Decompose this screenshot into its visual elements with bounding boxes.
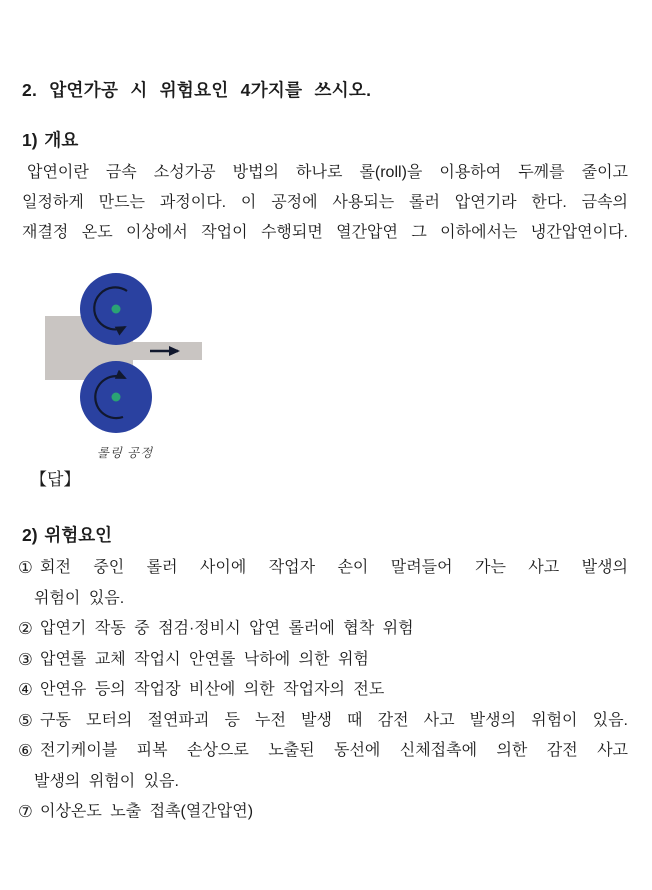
paragraph-line: 압연이란 금속 소성가공 방법의 하나로 롤(roll)을 이용하여 두께를 줄이고 (27, 164, 628, 181)
hazard-text-1 (34, 553, 628, 614)
hazard-text-7 (40, 797, 628, 828)
hazard-item-1 (18, 553, 628, 614)
paragraph-line: 재결정 온도 이상에서 작업이 수행되면 열간압연 그 이하에서는 냉간압연이다. (22, 224, 628, 241)
hazard-item-4 (18, 675, 628, 706)
diagram-caption: 롤링 공정 (96, 446, 154, 460)
hazard-marker-7: ⑦ (18, 803, 33, 821)
paragraph-line: 일정하게 만드는 과정이다. 이 공정에 사용되는 롤러 압연기라 한다. 금속의 (22, 194, 628, 211)
hazard-marker-3: ③ (18, 650, 33, 669)
rolling-process-diagram (45, 268, 205, 461)
hazard-line: 안연유 등의 작업장 비산에 의한 작업자의 전도 (40, 681, 385, 698)
top-roller-center-dot (112, 305, 121, 314)
bottom-roller-center-dot (112, 393, 121, 402)
hazard-item-2 (18, 614, 628, 645)
hazard-item-6 (18, 736, 628, 797)
hazard-text-6 (34, 736, 628, 797)
hazard-line: 위험이 있음. (34, 589, 125, 607)
hazard-text-5 (40, 706, 628, 737)
hazard-line: 구동 모터의 절연파괴 등 누전 발생 때 감전 사고 발생의 위험이 있음. (40, 711, 628, 729)
hazard-item-7 (18, 797, 628, 828)
overview-paragraph (22, 158, 628, 248)
hazard-marker-4: ④ (18, 681, 33, 699)
hazard-line: 전기케이블 피복 손상으로 노출된 동선에 신체접촉에 의한 감전 사고 (40, 742, 628, 759)
hazard-text-4 (40, 675, 628, 706)
hazard-line: 압연롤 교체 작업시 안연롤 낙하에 의한 위험 (40, 650, 369, 668)
question-title: 2. 압연가공 시 위험요인 4가지를 쓰시오. (22, 80, 372, 100)
answer-label: 【답】 (30, 470, 81, 489)
rolling-diagram-svg (45, 268, 205, 436)
section2-heading: 2) 위험요인 (22, 525, 113, 545)
hazard-marker-6: ⑥ (18, 742, 33, 760)
hazard-line: 압연기 작동 중 점검·정비시 압연 롤러에 협착 위험 (40, 620, 414, 637)
hazard-list (18, 553, 628, 828)
hazard-line: 회전 중인 롤러 사이에 작업자 손이 말려들어 가는 사고 발생의 (40, 559, 628, 576)
hazard-line: 발생의 위험이 있음. (34, 772, 179, 790)
hazard-text-2 (40, 614, 628, 645)
hazard-item-3 (18, 645, 628, 676)
hazard-marker-5: ⑤ (18, 711, 33, 730)
hazard-item-5 (18, 706, 628, 737)
hazard-marker-1: ① (18, 559, 33, 577)
hazard-marker-2: ② (18, 620, 33, 638)
hazard-text-3 (40, 645, 628, 676)
hazard-line: 이상온도 노출 접촉(열간압연) (40, 803, 254, 820)
section1-heading: 1) 개요 (22, 130, 79, 150)
